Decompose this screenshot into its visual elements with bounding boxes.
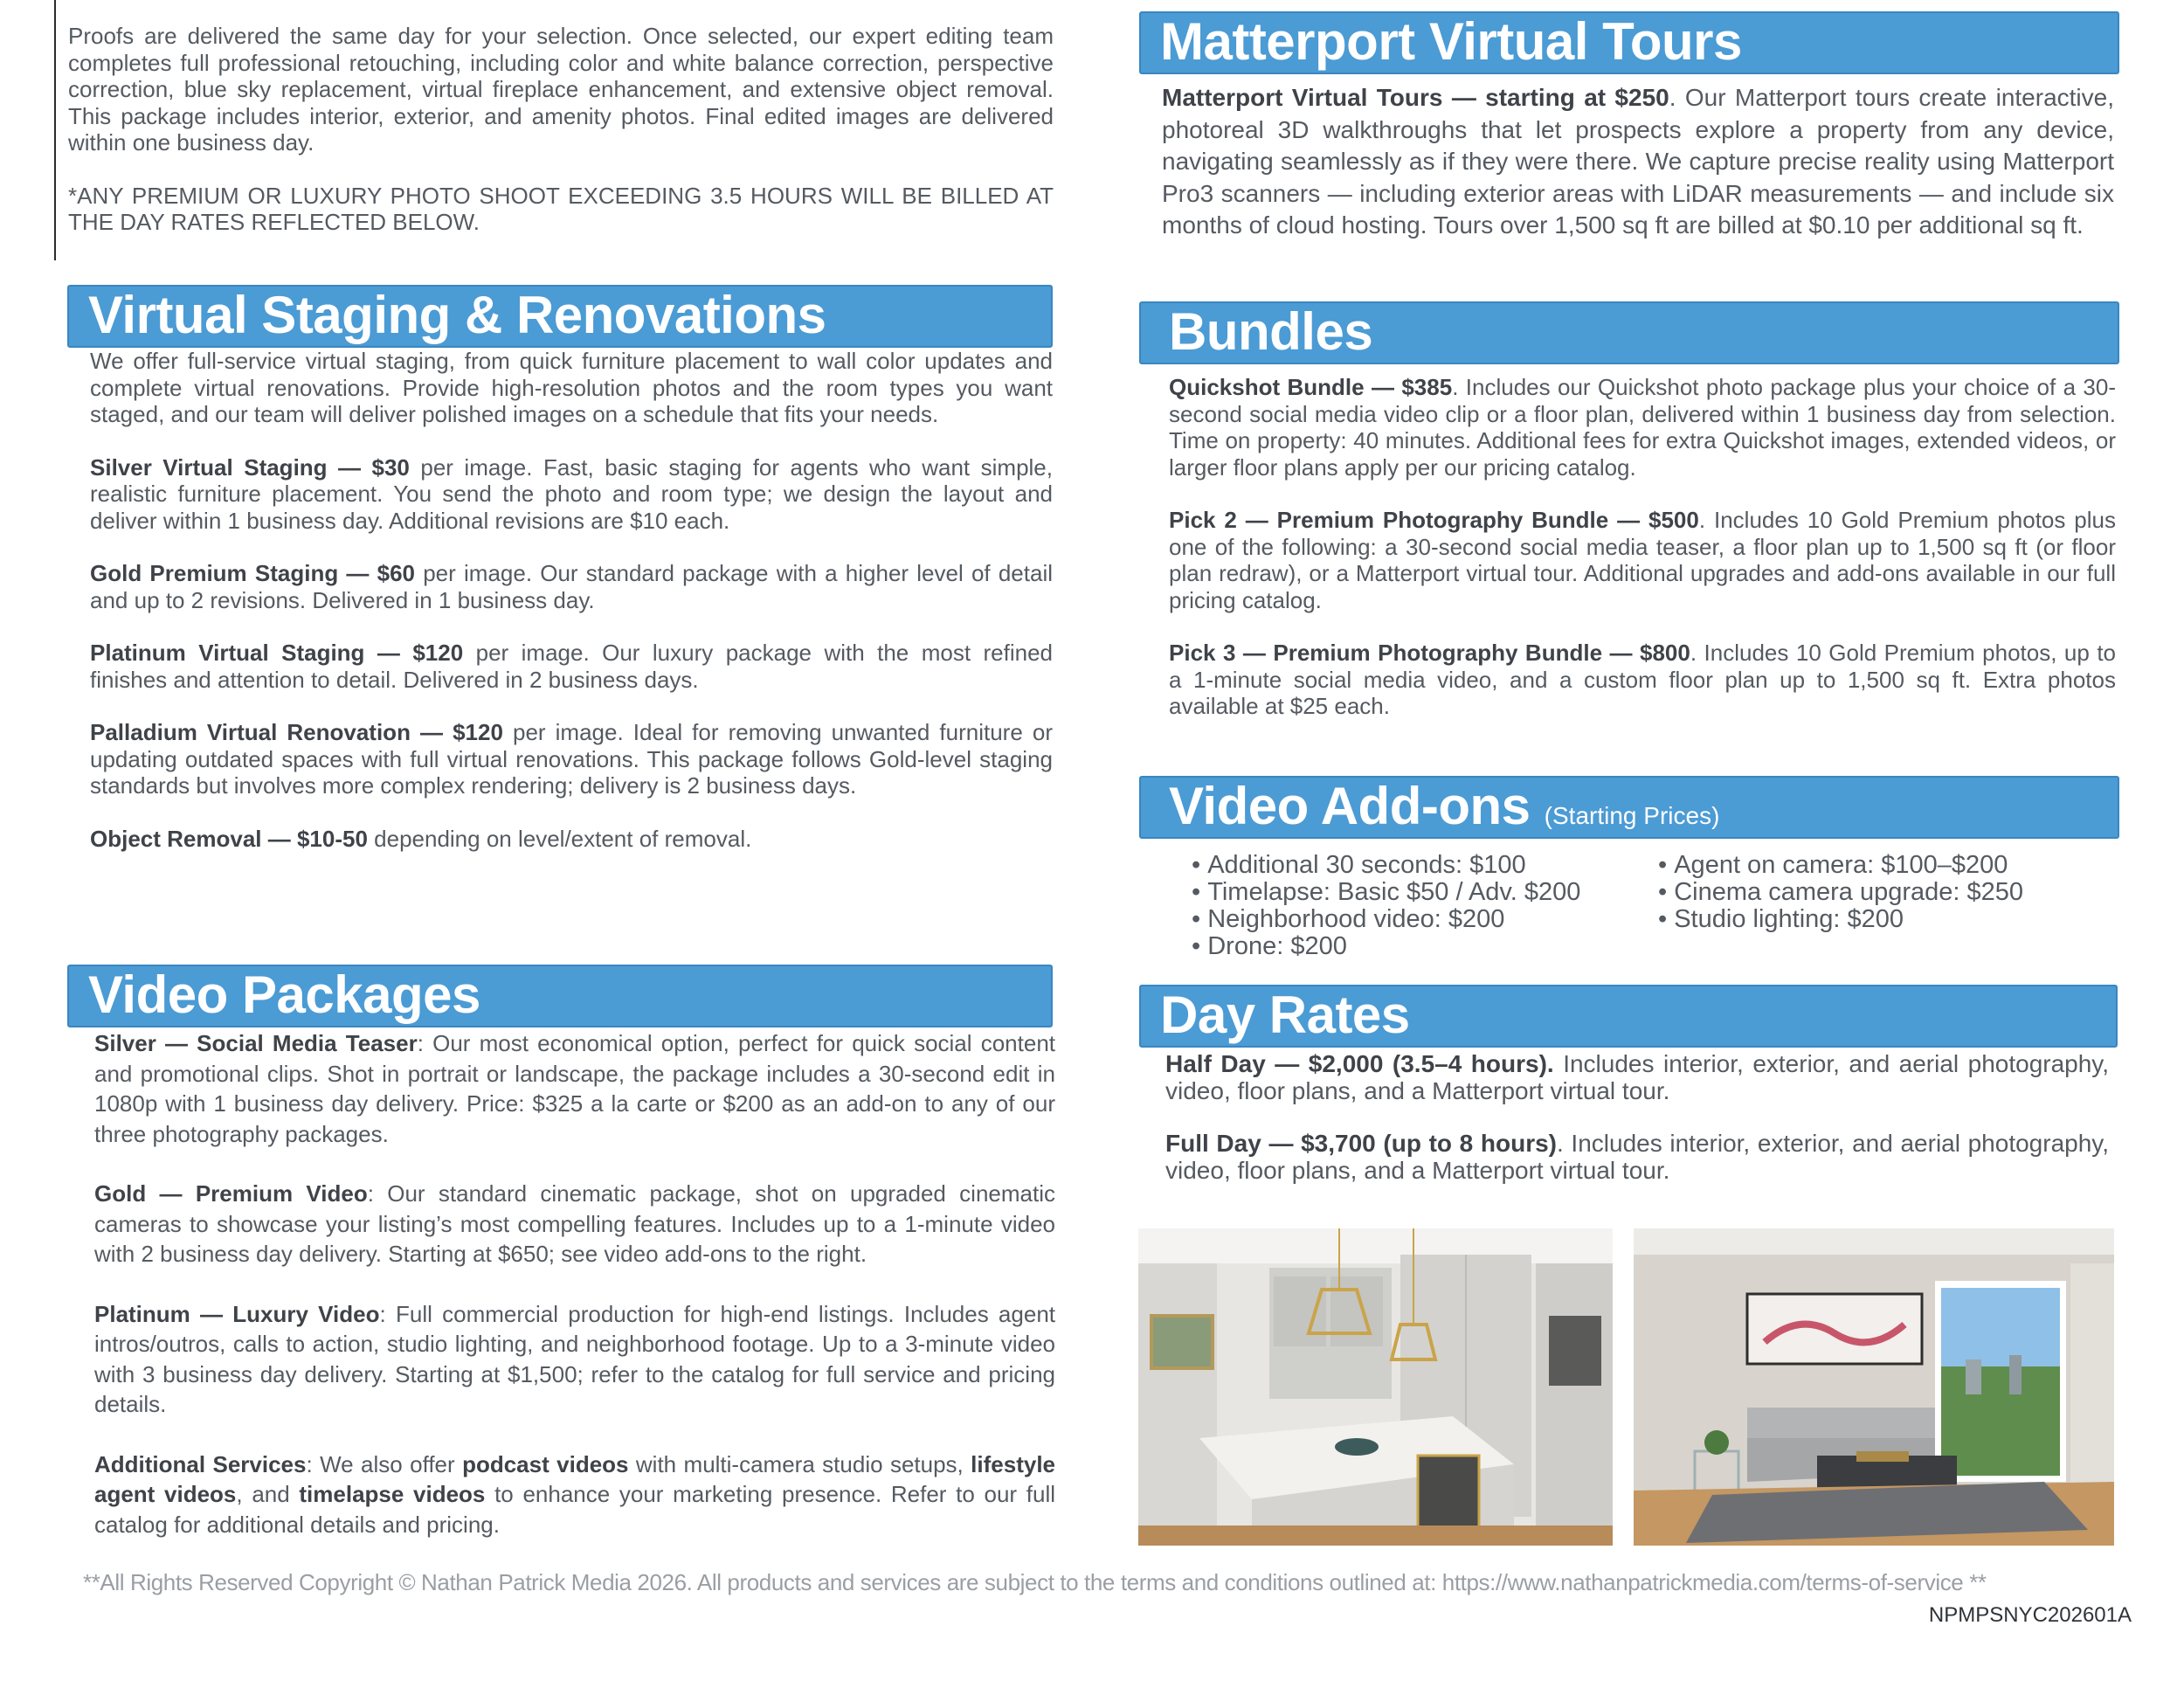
item-name: Palladium Virtual Renovation — $120 — [90, 719, 503, 745]
addon-item: • Neighborhood video: $200 — [1192, 906, 1628, 933]
matterport-section — [1162, 82, 2114, 242]
footer-copyright: **All Rights Reserved Copyright © Nathan Patrick Media 2026. All products and services are subject to the terms and conditions outlined at: https://www.nathanpatrickmedia.com/terms-of-service ** — [83, 1569, 1987, 1595]
item-desc: : Our most economical option, perfect for quick social content and promotional clips. Shot in portrait or landscape, the package includes a 30-second edit in 1080p with 1 business day delivery. Price: $325 a la carte or $200 as an add-on to any of our three photography packages. — [94, 1030, 1056, 1147]
heading-video-addons-sub: (Starting Prices) — [1544, 802, 1720, 829]
section-header-day-rates — [1139, 985, 2118, 1048]
item-desc: . Includes 10 Gold Premium photos, up to a 1-minute social media video, and a custom floor plan up to 1,500 sq ft. Extra photos available at $25 each. — [1169, 640, 2117, 719]
bundle-item-quickshot — [1169, 374, 2116, 481]
addons-list-left — [1192, 852, 1628, 960]
addon-item: • Timelapse: Basic $50 / Adv. $200 — [1192, 879, 1628, 906]
item-desc: . Includes our Quickshot photo package plus your choice of a 30-second social media video clip or a floor plan, delivered within 1 business day from selection. Time on property: 40 minutes. Additional fees for extra Quickshot images, extended videos, or larger floor plans apply per our pricing catalog. — [1169, 374, 2116, 481]
living-room-photo — [1634, 1228, 2114, 1546]
heading-video-addons: Video Add-ons — [1169, 777, 1531, 835]
additional-lifestyle: lifestyle agent videos — [94, 1450, 1055, 1507]
staging-item-palladium — [90, 719, 1053, 799]
item-desc: per image. Our standard package with a higher level of detail and up to 2 revisions. Delivered in 1 business day. — [90, 560, 1054, 613]
additional-timelapse: timelapse videos — [299, 1481, 486, 1507]
living-room-photo-image — [1634, 1228, 2114, 1546]
section-header-virtual-staging — [67, 285, 1053, 348]
additional-text: : We also offer — [306, 1450, 463, 1477]
staging-item-silver — [90, 454, 1053, 535]
matterport-paragraph — [1162, 82, 2114, 242]
dayrate-half — [1165, 1051, 2109, 1104]
item-name: Platinum — Luxury Video — [94, 1300, 380, 1327]
matterport-lead: Matterport Virtual Tours — starting at $250 — [1162, 84, 1669, 111]
bundles-section — [1169, 374, 2116, 720]
video-additional-services — [94, 1449, 1055, 1540]
addon-item: • Drone: $200 — [1192, 933, 1628, 960]
item-name: Pick 3 — Premium Photography Bundle — $800 — [1169, 640, 1690, 666]
dayrate-full — [1165, 1131, 2109, 1184]
item-desc: Includes interior, exterior, and aerial photography, video, floor plans, and a Matterport virtual tour. — [1165, 1050, 2110, 1104]
heading-matterport: Matterport Virtual Tours — [1160, 12, 1742, 71]
addon-item: • Cinema camera upgrade: $250 — [1658, 879, 2095, 906]
video-item-silver — [94, 1028, 1055, 1149]
additional-text: , and — [236, 1481, 300, 1507]
item-name: Full Day — $3,700 (up to 8 hours) — [1165, 1130, 1557, 1157]
staging-item-gold — [90, 560, 1053, 613]
item-desc: . Includes 10 Gold Premium photos plus one of the following: a 30-second social media teaser, a floor plan up to 1,500 sq ft (or floor plan redraw), or a Matterport virtual tour. Additional upgrades and add-ons available in our full pricing catalog. — [1169, 507, 2116, 613]
staging-item-object-removal — [90, 826, 1053, 853]
staging-intro: We offer full-service virtual staging, from quick furniture placement to wall color updates and complete virtual renovations. Provide high-resolution photos and the room types you want staged, and our team will deliver polished images on a schedule that fits your needs. — [90, 348, 1053, 427]
section-header-video-packages — [67, 965, 1053, 1027]
video-packages-section — [94, 1028, 1055, 1539]
virtual-staging-section — [90, 348, 1053, 852]
section-header-matterport — [1139, 11, 2119, 74]
item-desc: per image. Fast, basic staging for agents who want simple, realistic furniture placement. You send the photo and room type; we design the layout and deliver within 1 business day. Additional revisions are $10 each. — [90, 453, 1053, 534]
item-desc: : Our standard cinematic package, shot on upgraded cinematic cameras to showcase your listing’s most compelling features. Includes up to a 1-minute video with 2 business day delivery. Starting at $650; see video add-ons to the right. — [94, 1180, 1055, 1267]
left-margin-rule — [54, 0, 56, 260]
addon-item: • Additional 30 seconds: $100 — [1192, 852, 1628, 879]
item-name: Silver Virtual Staging — $30 — [90, 453, 410, 481]
item-desc: per image. Ideal for removing unwanted furniture or updating outdated spaces with full virtual renovations. This package follows Gold-level staging standards but involves more complex rendering; delivery is 2 business days. — [90, 719, 1053, 799]
section-header-video-addons — [1139, 776, 2119, 839]
overtime-notice: *ANY PREMIUM OR LUXURY PHOTO SHOOT EXCEEDING 3.5 HOURS WILL BE BILLED AT THE DAY RATES REFLECTED BELOW. — [68, 182, 1054, 235]
section-header-bundles — [1139, 301, 2119, 364]
item-name: Silver — Social Media Teaser — [94, 1030, 418, 1056]
addon-item: • Agent on camera: $100–$200 — [1658, 852, 2095, 879]
video-item-platinum — [94, 1299, 1055, 1420]
item-name: Object Removal — $10-50 — [90, 825, 368, 852]
bundle-item-pick2 — [1169, 507, 2116, 613]
item-name: Gold — Premium Video — [94, 1180, 368, 1207]
heading-day-rates: Day Rates — [1160, 986, 1410, 1044]
heading-virtual-staging: Virtual Staging & Renovations — [88, 286, 826, 344]
additional-podcast: podcast videos — [462, 1450, 629, 1477]
item-desc: . Includes interior, exterior, and aerial photography, video, floor plans, and a Matterport virtual tour. — [1165, 1130, 2109, 1184]
bundle-item-pick3 — [1169, 640, 2116, 720]
addons-list-right — [1658, 852, 2095, 933]
additional-label: Additional Services — [94, 1450, 307, 1477]
item-name: Half Day — $2,000 (3.5–4 hours). — [1165, 1050, 1554, 1077]
staging-item-platinum — [90, 640, 1053, 693]
video-item-gold — [94, 1179, 1055, 1269]
additional-text: with multi-camera studio setups, — [628, 1450, 971, 1477]
additional-text: to enhance your marketing presence. Refer to our full catalog for additional details and pricing. — [94, 1481, 1055, 1538]
item-desc: : Full commercial production for high-end listings. Includes agent intros/outros, calls to action, studio lighting, and neighborhood footage. Up to a 3-minute video with 3 business day delivery. Starting at $1,500; refer to the catalog for full service and pricing details. — [94, 1300, 1055, 1417]
item-name: Quickshot Bundle — $385 — [1169, 374, 1453, 400]
intro-section — [68, 23, 1054, 236]
heading-video-packages: Video Packages — [88, 965, 480, 1024]
heading-bundles: Bundles — [1169, 302, 1373, 361]
kitchen-photo-image — [1138, 1228, 1613, 1546]
addon-item: • Studio lighting: $200 — [1658, 906, 2095, 933]
document-code: NPMPSNYC202601A — [1928, 1603, 2132, 1627]
day-rates-section — [1165, 1051, 2109, 1184]
intro-paragraph: Proofs are delivered the same day for your selection. Once selected, our expert editing team completes full professional retouching, including color and white balance correction, perspective correction, blue sky replacement, virtual fireplace enhancement, and extensive object removal. This package includes interior, exterior, and amenity photos. Final edited images are delivered within one business day. — [68, 23, 1054, 156]
item-desc: per image. Our luxury package with the most refined finishes and attention to detail. Delivered in 2 business days. — [90, 640, 1053, 693]
item-name: Platinum Virtual Staging — $120 — [90, 640, 464, 666]
item-desc: depending on level/extent of removal. — [367, 825, 752, 852]
item-name: Gold Premium Staging — $60 — [90, 560, 416, 586]
matterport-text: . Our Matterport tours create interactive, photoreal 3D walkthroughs that let prospects explore a property from any device, navigating seamlessly as if they were there. We capture precise reality using Matterport Pro3 scanners — including exterior areas with LiDAR measurements — and include six months of cloud hosting. Tours over 1,500 sq ft are billed at $0.10 per additional sq ft. — [1162, 84, 2114, 239]
item-name: Pick 2 — Premium Photography Bundle — $500 — [1169, 507, 1699, 533]
kitchen-photo — [1138, 1228, 1613, 1546]
